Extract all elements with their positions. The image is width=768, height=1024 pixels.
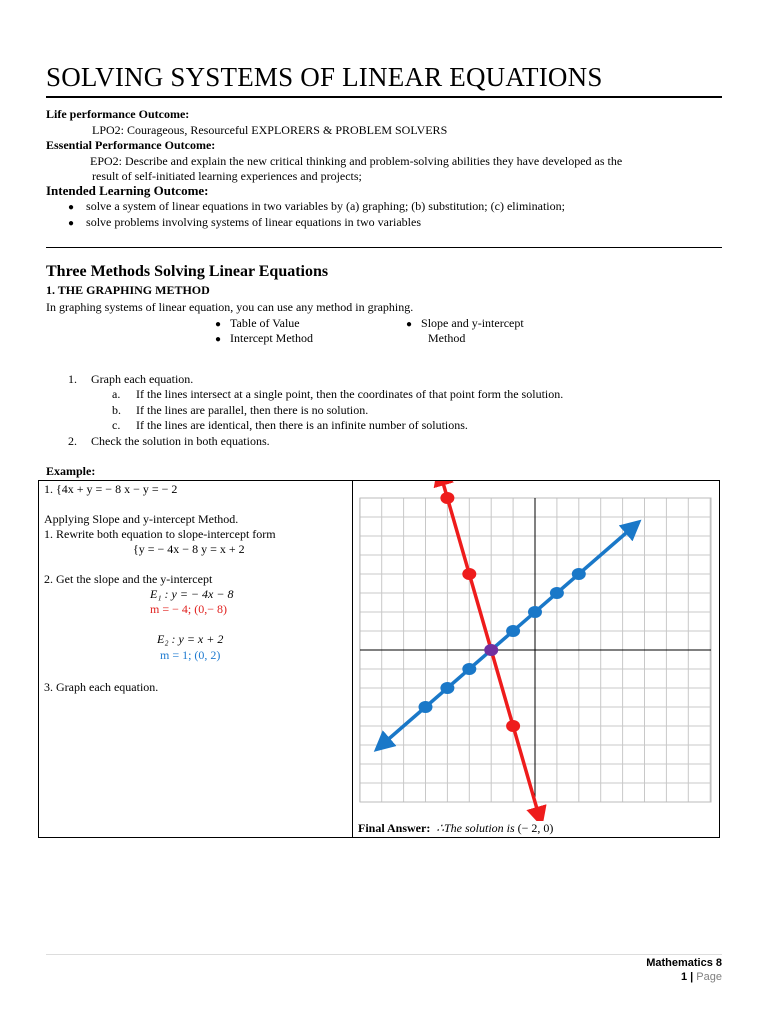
divider [46, 247, 722, 248]
e2-slope: m = 1; (0, 2) [160, 648, 221, 662]
e1-slope: m = − 4; (0,− 8) [150, 602, 227, 616]
step-text: Check the solution in both equations. [91, 434, 270, 448]
method-item: ● Intercept Method [215, 331, 314, 345]
method-item-cont: Method [428, 331, 466, 345]
method-item: ● Table of Value [215, 316, 300, 330]
point-e1 [462, 568, 476, 580]
example-label: Example: [46, 464, 96, 478]
step1-text: 1. Rewrite both equation to slope-intercept form [44, 527, 276, 541]
solution-point [484, 644, 498, 656]
substep-letter: c. [112, 418, 121, 432]
title-underline [46, 96, 722, 98]
step-text: Graph each equation. [91, 372, 194, 386]
step2-text: 2. Get the slope and the y-intercept [44, 572, 213, 586]
method-heading: 1. THE GRAPHING METHOD [46, 283, 210, 297]
final-answer: Final Answer: ∴The solution is (− 2, 0) [358, 821, 554, 835]
page-number: 1 | Page [680, 971, 722, 983]
point-e2 [528, 606, 542, 618]
point-e2 [572, 568, 586, 580]
epo-text: EPO2: Describe and explain the new critical thinking and problem-solving abilities they have developed as the [90, 154, 623, 168]
point-e2 [462, 663, 476, 675]
point-e2 [419, 701, 433, 713]
epo-text-cont: result of self-initiated learning experiences and projects; [92, 169, 362, 183]
epo-heading: Essential Performance Outcome: [46, 138, 216, 152]
ilo-item: ● solve a system of linear equations in two variables by (a) graphing; (b) substitution; (c) elimination; [68, 199, 565, 213]
coordinate-graph [353, 481, 719, 821]
point-e1 [440, 492, 454, 504]
substep-text: If the lines are identical, then there is an infinite number of solutions. [136, 418, 468, 432]
step3-text: 3. Graph each equation. [44, 680, 159, 694]
footer-subject: Mathematics 8 [646, 957, 722, 969]
substep-text: If the lines intersect at a single point, then the coordinates of that point form the solution. [136, 387, 564, 401]
substep-letter: b. [112, 403, 121, 417]
intro-text: In graphing systems of linear equation, you can use any method in graphing. [46, 300, 414, 314]
lpo-text: LPO2: Courageous, Resourceful EXPLORERS & PROBLEM SOLVERS [92, 123, 448, 137]
substep-text: If the lines are parallel, then there is no solution. [136, 403, 369, 417]
method-line: Applying Slope and y-intercept Method. [44, 512, 239, 526]
point-e2 [550, 587, 564, 599]
section-heading: Three Methods Solving Linear Equations [46, 263, 329, 280]
system-equation: 1. {4x + y = − 8 x − y = − 2 [44, 482, 178, 496]
ilo-item: ● solve problems involving systems of linear equations in two variables [68, 215, 421, 229]
e2-equation: E₂ : y = x + 2 [157, 632, 224, 646]
lpo-heading: Life performance Outcome: [46, 107, 190, 121]
point-e2 [506, 625, 520, 637]
step-number: 1. [68, 372, 77, 386]
page-title: SOLVING SYSTEMS OF LINEAR EQUATIONS [46, 62, 603, 92]
substep-letter: a. [112, 387, 121, 401]
ilo-heading: Intended Learning Outcome: [46, 183, 209, 198]
step-number: 2. [68, 434, 77, 448]
method-item: ● Slope and y-intercept [406, 316, 524, 330]
point-e2 [440, 682, 454, 694]
step1-equation: {y = − 4x − 8 y = x + 2 [133, 542, 245, 556]
footer-rule [46, 954, 722, 955]
e1-equation: E₁ : y = − 4x − 8 [150, 587, 234, 601]
point-e1 [506, 720, 520, 732]
